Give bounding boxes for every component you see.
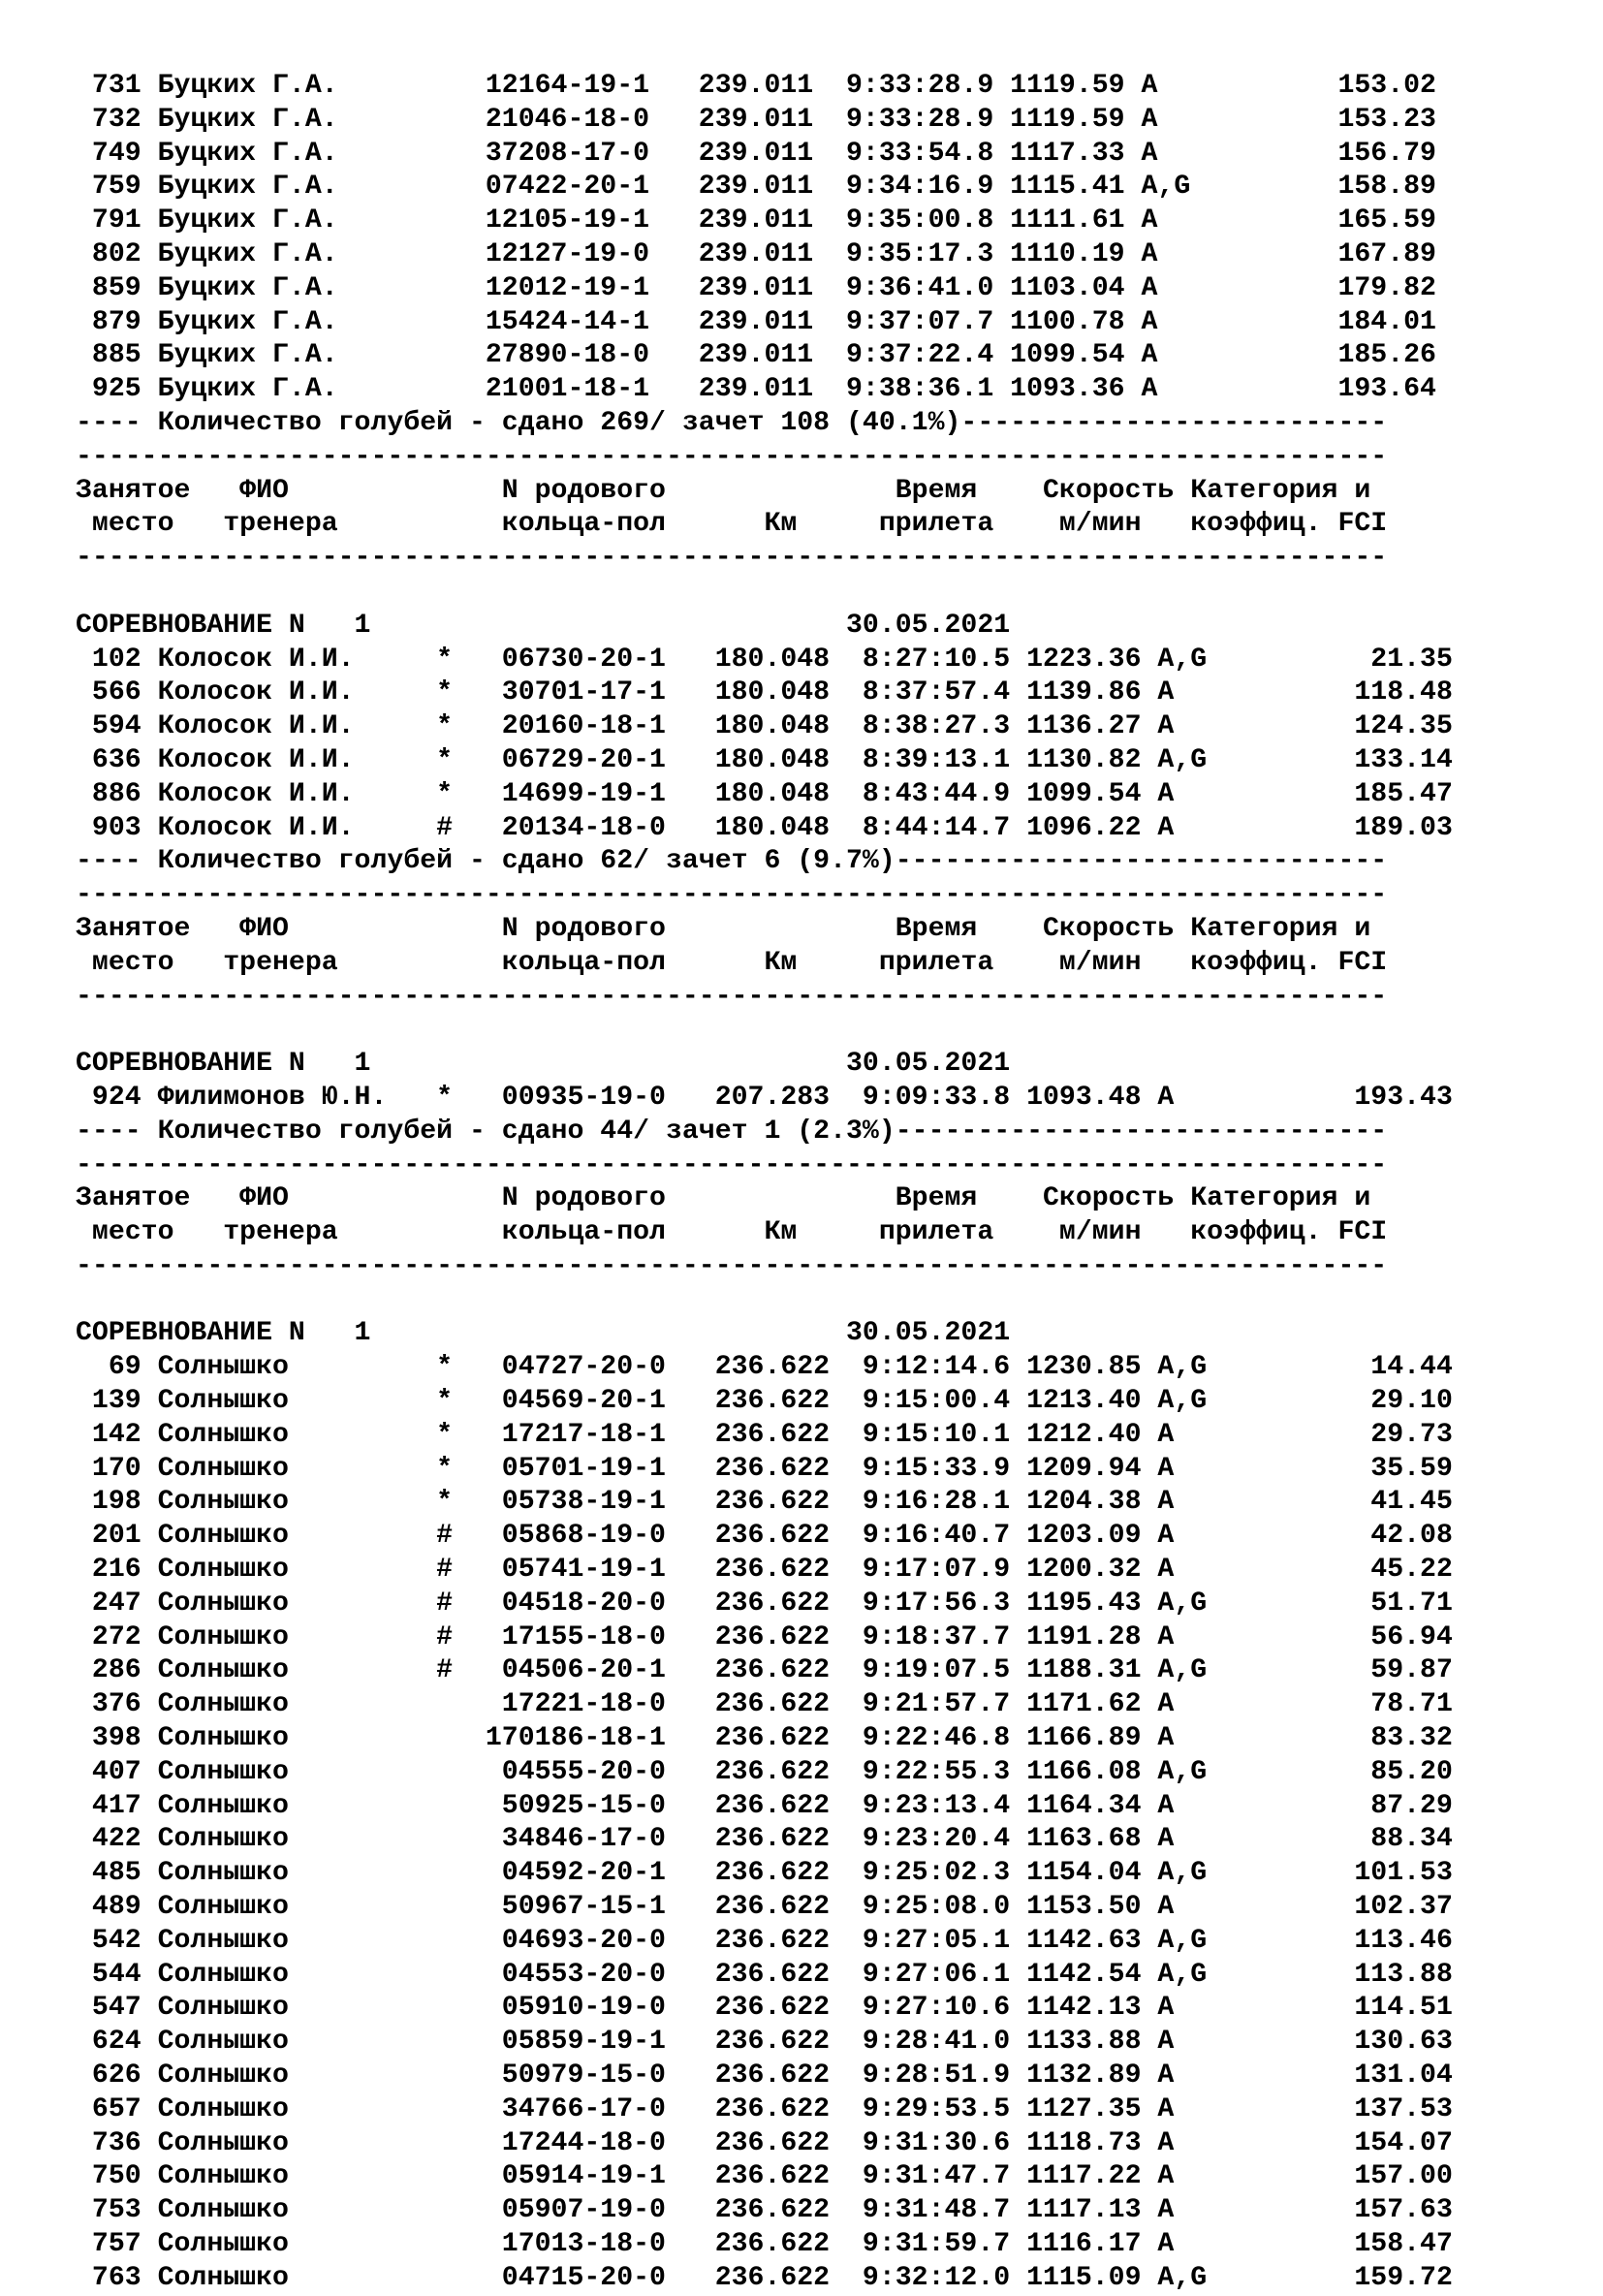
result-row: 69 Солнышко * 04727-20-0 236.622 9:12:14.6 1230.85 A,G 14.44 xyxy=(76,1352,1453,1383)
result-row: 216 Солнышко # 05741-19-1 236.622 9:17:07.9 1200.32 A 45.22 xyxy=(76,1555,1453,1586)
separator-line: -------------------------------------------------------------------------------- xyxy=(76,441,1388,472)
result-row: 566 Колосок И.И. * 30701-17-1 180.048 8:37:57.4 1139.86 A 118.48 xyxy=(76,677,1453,708)
result-row: 626 Солнышко 50979-15-0 236.622 9:28:51.9 1132.89 A 131.04 xyxy=(76,2060,1453,2092)
blank-line xyxy=(76,1284,1549,1318)
result-row: 885 Буцких Г.А. 27890-18-0 239.011 9:37:22.4 1099.54 A 185.26 xyxy=(76,340,1436,371)
result-row: 201 Солнышко # 05868-19-0 236.622 9:16:40.7 1203.09 A 42.08 xyxy=(76,1521,1453,1552)
result-row: 879 Буцких Г.А. 15424-14-1 239.011 9:37:07.7 1100.78 A 184.01 xyxy=(76,306,1436,337)
separator-line: -------------------------------------------------------------------------------- xyxy=(76,543,1388,574)
result-row: 417 Солнышко 50925-15-0 236.622 9:23:13.4 1164.34 A 87.29 xyxy=(76,1790,1453,1821)
result-row: 142 Солнышко * 17217-18-1 236.622 9:15:10.1 1212.40 A 29.73 xyxy=(76,1419,1453,1450)
column-header: место тренера кольца-пол Км прилета м/мин коэффиц. FCI xyxy=(76,947,1388,978)
competition-header: СОРЕВНОВАНИЕ N 1 30.05.2021 xyxy=(76,1049,1011,1080)
column-header: Занятое ФИО N родового Время Скорость Категория и xyxy=(76,1183,1371,1214)
result-row: 749 Буцких Г.А. 37208-17-0 239.011 9:33:54.8 1117.33 A 156.79 xyxy=(76,138,1436,169)
summary-line: ---- Количество голубей - сдано 44/ зачет 1 (2.3%)------------------------------ xyxy=(76,1116,1388,1147)
result-row: 376 Солнышко 17221-18-0 236.622 9:21:57.7 1171.62 A 78.71 xyxy=(76,1689,1453,1720)
result-row: 485 Солнышко 04592-20-1 236.622 9:25:02.3 1154.04 A,G 101.53 xyxy=(76,1858,1453,1889)
result-row: 247 Солнышко # 04518-20-0 236.622 9:17:56.3 1195.43 A,G 51.71 xyxy=(76,1588,1453,1619)
result-row: 170 Солнышко * 05701-19-1 236.622 9:15:33.9 1209.94 A 35.59 xyxy=(76,1453,1453,1484)
separator-line: -------------------------------------------------------------------------------- xyxy=(76,880,1388,911)
column-header: место тренера кольца-пол Км прилета м/мин коэффиц. FCI xyxy=(76,509,1388,540)
result-row: 422 Солнышко 34846-17-0 236.622 9:23:20.4 1163.68 A 88.34 xyxy=(76,1824,1453,1855)
result-row: 624 Солнышко 05859-19-1 236.622 9:28:41.0 1133.88 A 130.63 xyxy=(76,2027,1453,2058)
result-row: 791 Буцких Г.А. 12105-19-1 239.011 9:35:00.8 1111.61 A 165.59 xyxy=(76,205,1436,236)
result-row: 732 Буцких Г.А. 21046-18-0 239.011 9:33:28.9 1119.59 A 153.23 xyxy=(76,104,1436,135)
result-row: 903 Колосок И.И. # 20134-18-0 180.048 8:44:14.7 1096.22 A 189.03 xyxy=(76,812,1453,843)
result-row: 731 Буцких Г.А. 12164-19-1 239.011 9:33:28.9 1119.59 A 153.02 xyxy=(76,71,1436,101)
result-row: 753 Солнышко 05907-19-0 236.622 9:31:48.7 1117.13 A 157.63 xyxy=(76,2195,1453,2226)
results-document xyxy=(76,70,1549,2296)
separator-line: -------------------------------------------------------------------------------- xyxy=(76,981,1388,1012)
result-row: 750 Солнышко 05914-19-1 236.622 9:31:47.7 1117.22 A 157.00 xyxy=(76,2161,1453,2192)
column-header: Занятое ФИО N родового Время Скорость Категория и xyxy=(76,913,1371,944)
result-row: 544 Солнышко 04553-20-0 236.622 9:27:06.1 1142.54 A,G 113.88 xyxy=(76,1959,1453,1990)
result-row: 542 Солнышко 04693-20-0 236.622 9:27:05.1 1142.63 A,G 113.46 xyxy=(76,1925,1453,1956)
separator-line: -------------------------------------------------------------------------------- xyxy=(76,1149,1388,1180)
result-row: 198 Солнышко * 05738-19-1 236.622 9:16:28.1 1204.38 A 41.45 xyxy=(76,1487,1453,1518)
column-header: Занятое ФИО N родового Время Скорость Категория и xyxy=(76,475,1371,506)
result-row: 636 Колосок И.И. * 06729-20-1 180.048 8:39:13.1 1130.82 A,G 133.14 xyxy=(76,744,1453,775)
result-row: 759 Буцких Г.А. 07422-20-1 239.011 9:34:16.9 1115.41 A,G 158.89 xyxy=(76,172,1436,203)
separator-line: -------------------------------------------------------------------------------- xyxy=(76,1250,1388,1281)
summary-line: ---- Количество голубей - сдано 269/ зачет 108 (40.1%)-------------------------- xyxy=(76,407,1388,438)
result-row: 547 Солнышко 05910-19-0 236.622 9:27:10.6 1142.13 A 114.51 xyxy=(76,1993,1453,2024)
column-header: место тренера кольца-пол Км прилета м/мин коэффиц. FCI xyxy=(76,1217,1388,1248)
result-row: 102 Колосок И.И. * 06730-20-1 180.048 8:27:10.5 1223.36 A,G 21.35 xyxy=(76,644,1453,675)
result-row: 286 Солнышко # 04506-20-1 236.622 9:19:07.5 1188.31 A,G 59.87 xyxy=(76,1655,1453,1686)
result-row: 763 Солнышко 04715-20-0 236.622 9:32:12.0 1115.09 A,G 159.72 xyxy=(76,2262,1453,2293)
result-row: 736 Солнышко 17244-18-0 236.622 9:31:30.6 1118.73 A 154.07 xyxy=(76,2127,1453,2158)
result-row: 886 Колосок И.И. * 14699-19-1 180.048 8:43:44.9 1099.54 A 185.47 xyxy=(76,778,1453,809)
result-row: 489 Солнышко 50967-15-1 236.622 9:25:08.0 1153.50 A 102.37 xyxy=(76,1892,1453,1923)
result-row: 272 Солнышко # 17155-18-0 236.622 9:18:37.7 1191.28 A 56.94 xyxy=(76,1621,1453,1652)
result-row: 757 Солнышко 17013-18-0 236.622 9:31:59.7 1116.17 A 158.47 xyxy=(76,2229,1453,2259)
blank-line xyxy=(76,1014,1549,1048)
result-row: 924 Филимонов Ю.Н. * 00935-19-0 207.283 9:09:33.8 1093.48 A 193.43 xyxy=(76,1082,1453,1113)
result-row: 398 Солнышко 170186-18-1 236.622 9:22:46.8 1166.89 A 83.32 xyxy=(76,1723,1453,1754)
blank-line xyxy=(76,576,1549,610)
result-row: 925 Буцких Г.А. 21001-18-1 239.011 9:38:36.1 1093.36 A 193.64 xyxy=(76,374,1436,405)
result-row: 139 Солнышко * 04569-20-1 236.622 9:15:00.4 1213.40 A,G 29.10 xyxy=(76,1386,1453,1417)
result-row: 859 Буцких Г.А. 12012-19-1 239.011 9:36:41.0 1103.04 A 179.82 xyxy=(76,272,1436,303)
result-row: 657 Солнышко 34766-17-0 236.622 9:29:53.5 1127.35 A 137.53 xyxy=(76,2093,1453,2124)
competition-header: СОРЕВНОВАНИЕ N 1 30.05.2021 xyxy=(76,1318,1011,1349)
result-row: 802 Буцких Г.А. 12127-19-0 239.011 9:35:17.3 1110.19 A 167.89 xyxy=(76,238,1436,269)
summary-line: ---- Количество голубей - сдано 62/ зачет 6 (9.7%)------------------------------ xyxy=(76,846,1388,877)
result-row: 407 Солнышко 04555-20-0 236.622 9:22:55.3 1166.08 A,G 85.20 xyxy=(76,1756,1453,1787)
result-row: 594 Колосок И.И. * 20160-18-1 180.048 8:38:27.3 1136.27 A 124.35 xyxy=(76,711,1453,742)
competition-header: СОРЕВНОВАНИЕ N 1 30.05.2021 xyxy=(76,610,1011,641)
